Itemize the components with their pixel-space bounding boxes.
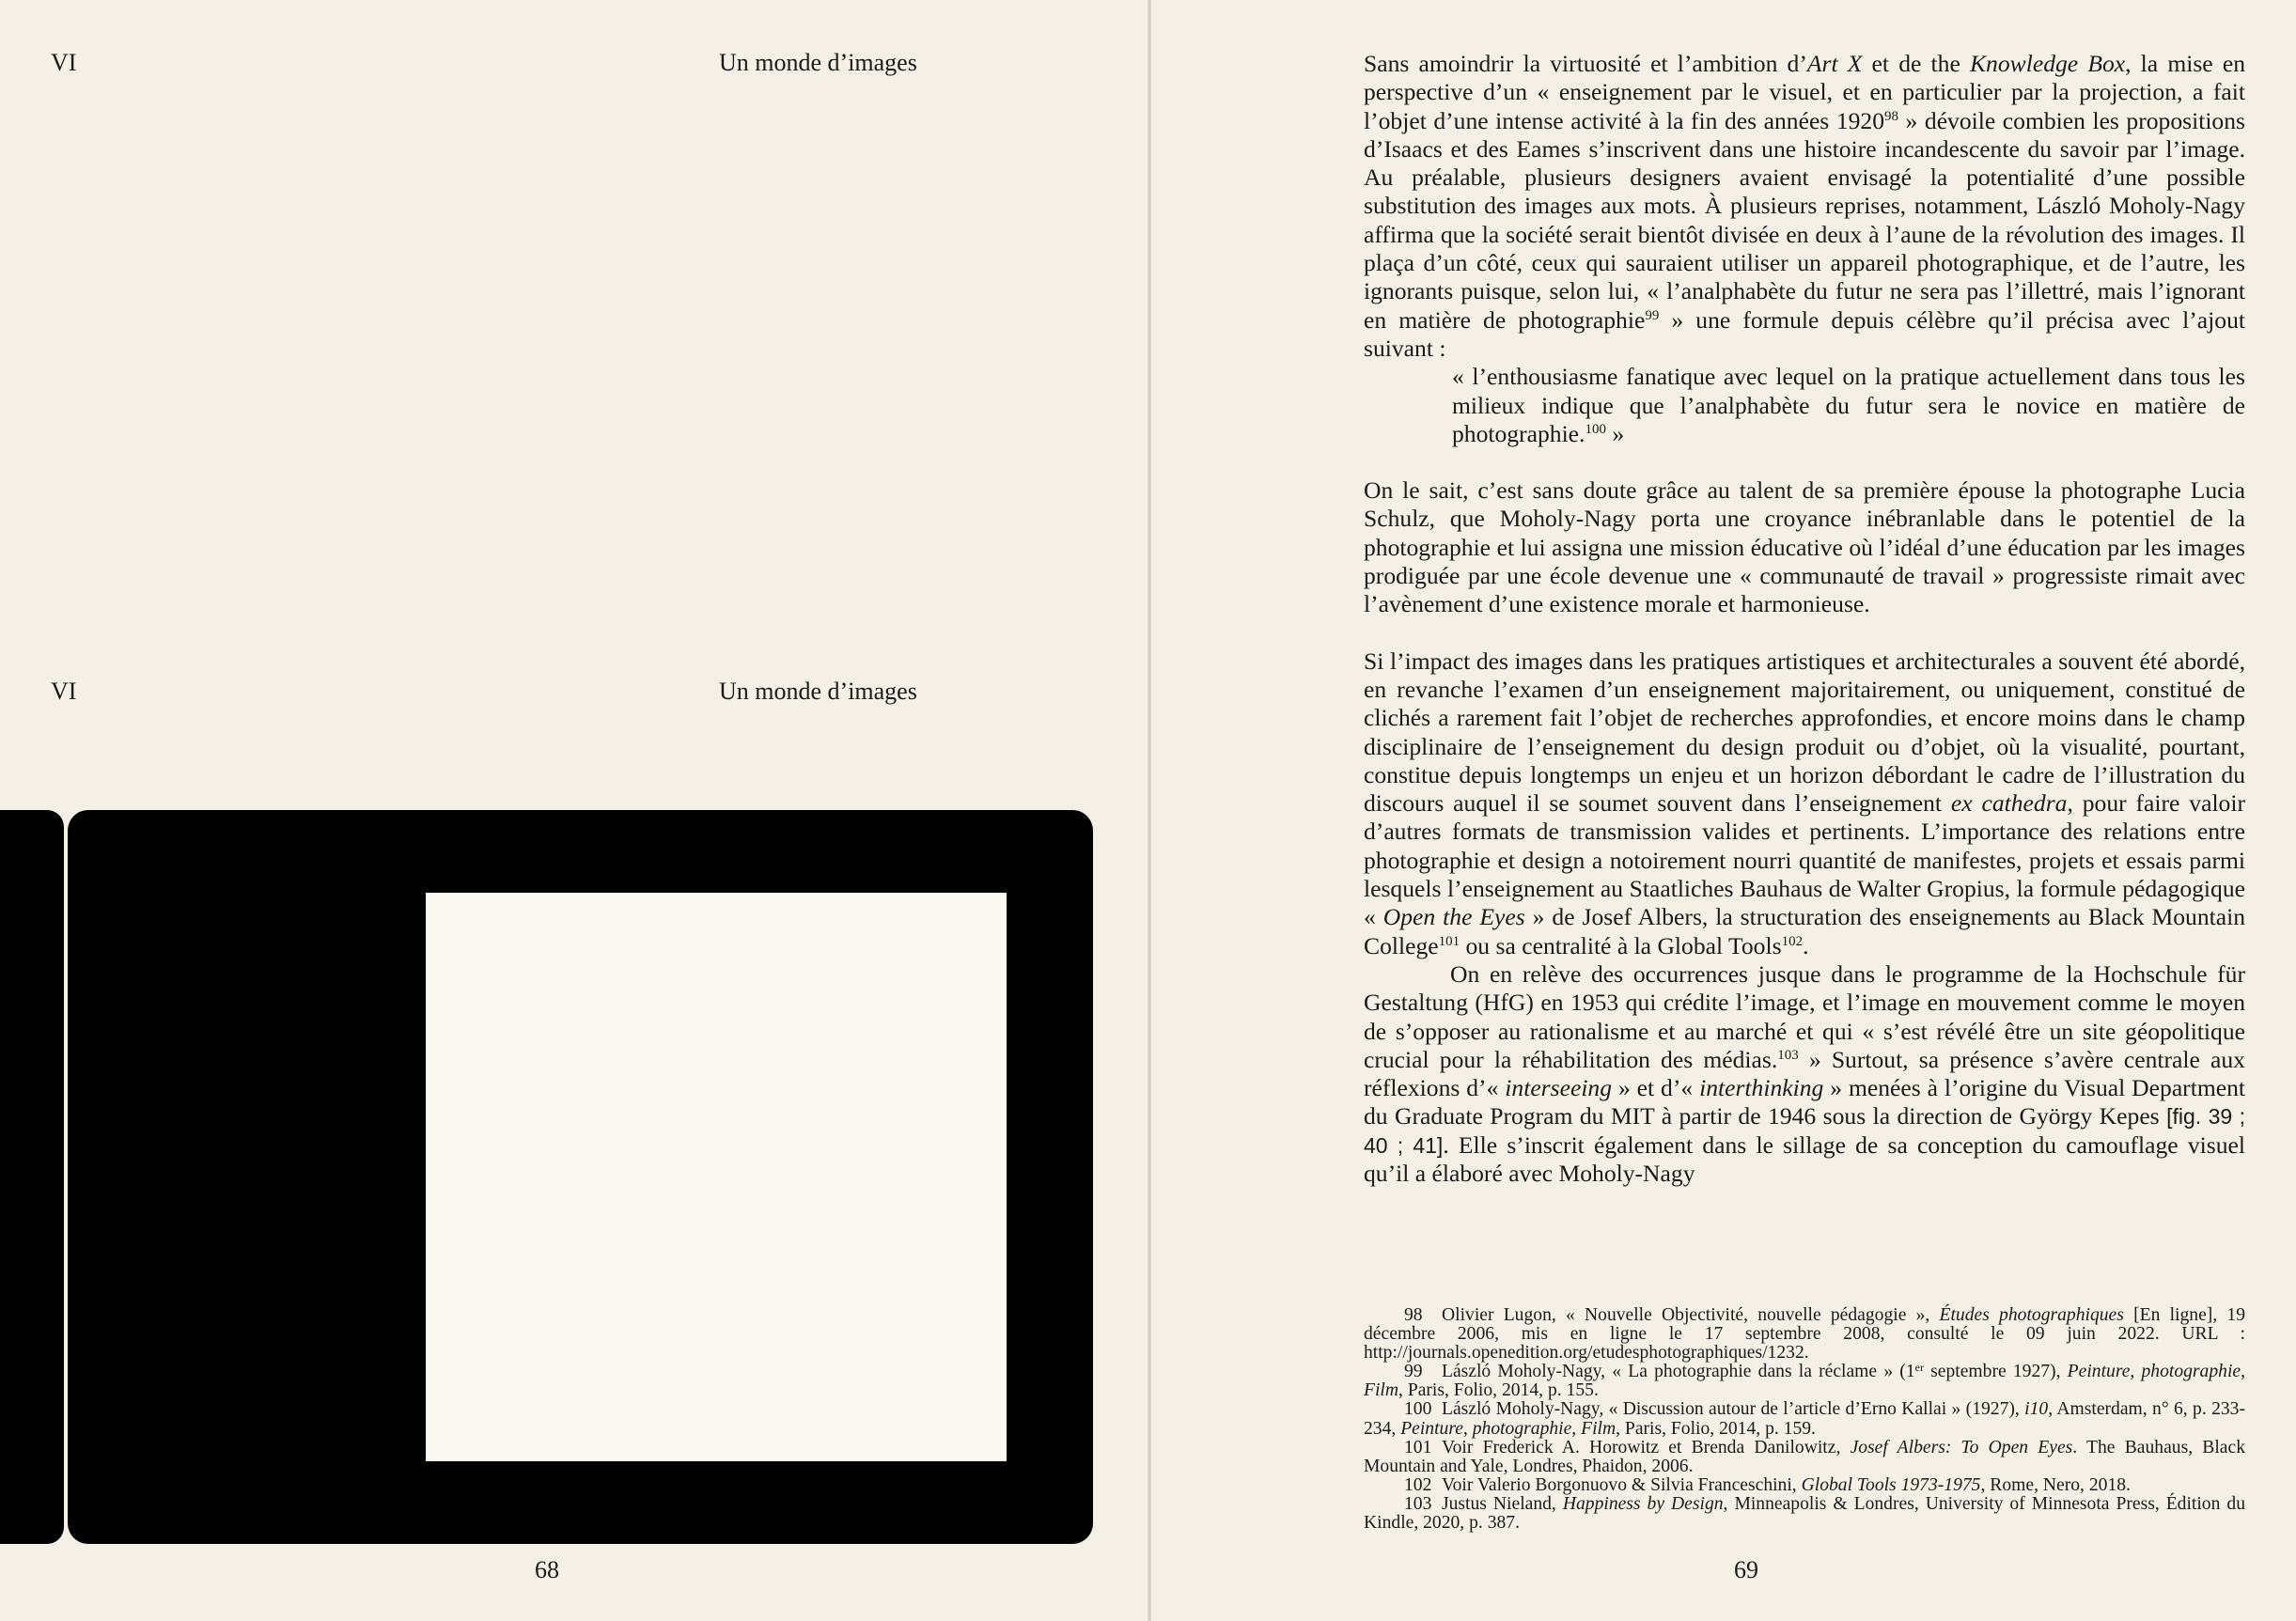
footnote-103 [1364,1495,2245,1533]
text-run: Si l’impact des images dans les pratiques artistiques et architecturales a souvent été abordé, en revanche l’examen d’un enseignement majoritairement, ou uniquement, constitué de clichés a rarement fait l’objet de recherches approfondies, et encore moins dans le champ disciplinaire de l’enseignement du design produit ou d’objet, où la visualité, pourtant, constitue depuis longtemps un enjeu et un horizon débordant le cadre de l’illustration du discours auquel il se soumet souvent dans l’enseignement [1364,647,2245,818]
text-run: » une formule depuis célèbre qu’il précisa avec l’ajout suivant : [1364,305,2245,362]
text-run: . The Bauhaus, Black Mountain and Yale, Londres, Phaidon, 2006. [1364,1437,2245,1476]
text-run: ou sa centralité à la Global Tools [1460,931,1782,959]
footnote-102 [1364,1476,2245,1495]
paragraph-4 [1364,960,2245,1188]
italic-run: Knowledge Box [1969,50,2126,77]
footnote-ref-102[interactable]: 102 [1781,933,1804,949]
italic-run: interthinking [1699,1074,1824,1102]
footnote-ref-103[interactable]: 103 [1777,1047,1799,1063]
running-title-top: Un monde d’images [719,49,917,76]
footnote-100 [1364,1400,2245,1438]
footnote-ref-101[interactable]: 101 [1438,933,1460,949]
text-run: Olivier Lugon, « Nouvelle Objectivité, nouvelle pédagogie », [1442,1305,1940,1325]
text-run: . [1803,931,1809,959]
chapter-number-mid: VI [51,678,77,705]
text-run: septembre 1927), [1923,1362,2068,1382]
text-run: , Paris, Folio, 2014, p. 159. [1616,1418,1816,1439]
text-run: Voir Frederick A. Horowitz et Brenda Danilowitz, [1442,1437,1851,1457]
footnote-ref-98[interactable]: 98 [1884,108,1899,124]
footnote-99 [1364,1363,2245,1400]
footnote-number: 101 [1404,1437,1432,1457]
text-run: Justus Nieland, [1442,1493,1563,1514]
text-run: » de Josef Albers, la structuration des enseignements au Black Mountain College [1364,903,2245,959]
block-quote [1452,363,2245,448]
footnote-number: 103 [1404,1493,1432,1514]
italic-run: interseeing [1505,1074,1613,1102]
text-run: , Minneapolis & Londres, University of Minnesota Press, Édition du Kindle, 2020, p. 387. [1364,1493,2245,1534]
text-run: László Moholy-Nagy, « La photographie dans la réclame » (1 [1442,1362,1915,1382]
italic-run: Art X [1806,50,1863,77]
footnotes [1364,1306,2245,1533]
frame-window [426,893,1007,1461]
italic-run: Josef Albers: To Open Eyes [1850,1437,2073,1457]
italic-run: ex cathedra [1950,789,2068,818]
footnote-number: 98 [1404,1305,1423,1325]
text-run: , Amsterdam, n° 6, p. 233-234, [1364,1399,2246,1439]
text-run: . Elle s’inscrit également dans le sillage de sa conception du camouflage visuel qu’il a élaboré avec Moholy-Nagy [1364,1130,2245,1187]
text-run: [En ligne], 19 décembre 2006, mis en ligne le 17 septembre 2008, consulté le 09 juin 2022. URL : http://journals.openedition.org/etudesphotographiques/1232. [1364,1305,2246,1364]
text-run: Sans amoindrir la virtuosité et l’ambition d’ [1364,50,1807,77]
body-text [1364,50,2245,1188]
text-run: , Rome, Nero, 2018. [1980,1474,2131,1495]
paragraph-1 [1364,50,2245,363]
text-run: Voir Valerio Borgonuovo & Silvia Franceschini, [1442,1474,1802,1495]
text-run: On en relève des occurrences jusque dans le programme de la Hochschule für Gestaltung (HfG) en 1953 qui crédite l’image, et l’image en mouvement comme le moyen de s’opposer au rationalisme et au marché et qui « s’est révélé être un site géopolitique crucial pour la réhabilitation des médias. [1364,959,2245,1073]
text-run: On le sait, c’est sans doute grâce au talent de sa première épouse la photographe Lucia Schulz, que Moholy-Nagy porta une croyance inébranlable dans le potentiel de la photographie et lui assigna une mission éducative où l’idéal d’une éducation par les images prodiguée par une école devenue une « communauté de travail » progressiste rimait avec l’avènement d’une existence morale et harmonieuse. [1364,476,2245,618]
text-run: » Surtout, sa présence s’avère centrale aux réflexions d’« [1364,1045,2245,1102]
text-run: » menées à l’origine du Visual Department du Graduate Program du MIT à partir de 1946 sous la direction de György Kepes [1364,1074,2245,1130]
text-run: et de the [1862,50,1970,77]
italic-run: Peinture, photographie, Film [1364,1362,2245,1401]
footnote-number: 99 [1404,1362,1423,1382]
figure-reference[interactable]: [fig. 39 ; 40 ; 41] [1364,1104,2245,1158]
text-run: , Paris, Folio, 2014, p. 155. [1398,1380,1599,1401]
footnote-number: 100 [1404,1399,1432,1420]
footnote-number: 102 [1404,1474,1432,1495]
text-run: « l’enthousiasme fanatique avec lequel on la pratique actuellement dans tous les milieux indique que l’analphabète du futur sera le novice en matière de photographie. [1452,363,2245,447]
italic-run: i10 [2024,1399,2049,1420]
text-run: » dévoile combien les propositions d’Isaacs et des Eames s’inscrivent dans une histoire incandescente du savoir par l’image. Au préalable, plusieurs designers avaient envisagé la potentialité d’une possible substitution des images aux mots. À plusieurs reprises, notamment, László Moholy-Nagy affirma que la société serait bientôt divisée en deux à l’aune de la révolution des images. Il plaça d’un côté, ceux qui sauraient utiliser un appareil photographique, et de l’autre, les ignorants puisque, selon lui, « l’analphabète du futur ne sera pas l’illettré, mais l’ignorant en matière de photographie [1364,106,2245,334]
footnote-101 [1364,1439,2245,1476]
footnote-98 [1364,1306,2245,1363]
text-run: László Moholy-Nagy, « Discussion autour de l’article d’Erno Kallai » (1927), [1442,1399,2025,1420]
italic-run: Études photographiques [1939,1305,2124,1325]
page-number-right: 69 [1734,1556,1758,1583]
paragraph-3 [1364,647,2245,960]
italic-run: Open the Eyes [1382,903,1525,931]
text-run: , pour faire valoir d’autres formats de transmission valides et pertinents. L’importance des relations entre photographie et design a notoirement nourri quantité de manifestes, projets et essais parmi lesquels l’enseignement au Staatliches Bauhaus de Walter Gropius, la formule pédagogique « [1364,789,2245,931]
ordinal-suffix: er [1914,1361,1924,1375]
italic-run: Peinture, photographie, Film [1400,1418,1617,1439]
running-title-mid: Un monde d’images [719,678,917,705]
footnote-ref-99[interactable]: 99 [1645,307,1660,323]
italic-run: Global Tools 1973-1975 [1801,1474,1981,1495]
footnote-ref-100[interactable]: 100 [1585,421,1606,437]
text-run: , la mise en perspective d’un « enseignement par le visuel, et en particulier par la projection, a fait l’objet d’une intense activité à la fin des années 1920 [1364,50,2245,134]
chapter-number-top: VI [51,49,77,76]
text-run: » [1605,419,1625,447]
italic-run: Happiness by Design [1562,1493,1724,1514]
paragraph-2 [1364,476,2245,618]
text-run: » et d’« [1612,1074,1700,1102]
black-tab-strip [0,810,64,1544]
page-number-left: 68 [535,1556,559,1583]
